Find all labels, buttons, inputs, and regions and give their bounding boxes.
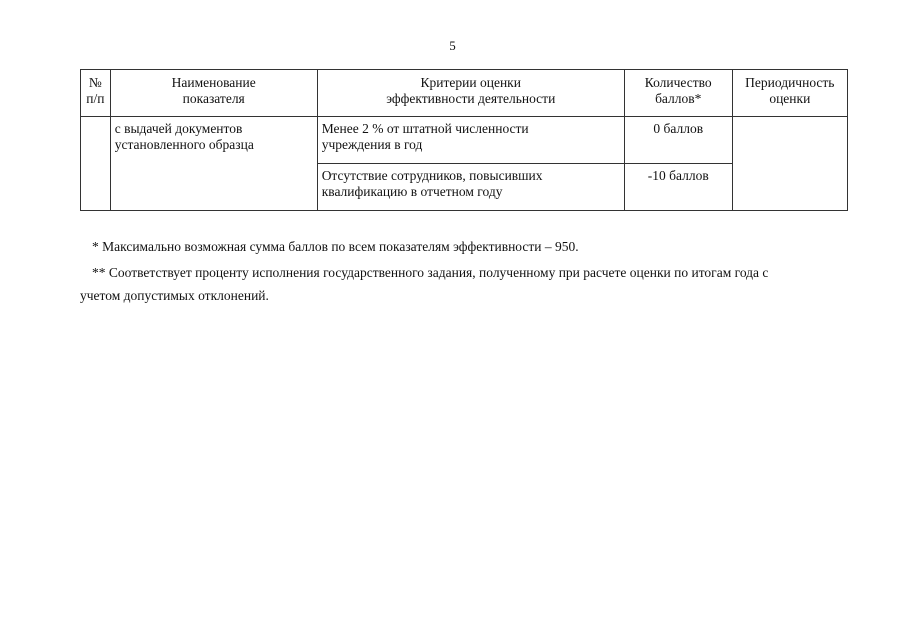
cell-criteria-line2: учреждения в год	[321, 137, 423, 152]
cell-periodicity	[732, 117, 847, 211]
header-number-line2: п/п	[86, 91, 105, 106]
footnote-state-assignment: ** Соответствует проценту исполнения государственного задания, полученному при расчете оценки по итогам года с	[92, 265, 769, 280]
header-points-line2: баллов*	[655, 91, 702, 106]
cell-indicator-name-line1: с выдачей документов	[114, 121, 243, 136]
header-indicator-name-line1: Наименование	[171, 75, 256, 90]
header-periodicity-line2: оценки	[769, 91, 811, 106]
cell-criteria-line2: квалификацию в отчетном году	[321, 184, 503, 199]
cell-criteria-line1: Отсутствие сотрудников, повысивших	[321, 168, 543, 183]
cell-number	[81, 117, 111, 211]
cell-points: -10 баллов	[624, 164, 732, 211]
cell-criteria-line1: Менее 2 % от штатной численности	[321, 121, 529, 136]
footnote-max-score: * Максимально возможная сумма баллов по всем показателям эффективности – 950.	[92, 239, 579, 254]
header-criteria-line1: Критерии оценки	[420, 75, 521, 90]
header-points-line1: Количество	[644, 75, 712, 90]
cell-indicator-name-line2: установленного образца	[114, 137, 254, 152]
cell-indicator-name	[110, 117, 317, 211]
header-criteria	[317, 70, 624, 117]
header-points	[624, 70, 732, 117]
cell-points: 0 баллов	[624, 117, 732, 164]
cell-criteria	[317, 117, 624, 164]
header-number-line1: №	[88, 75, 102, 90]
cell-criteria	[317, 164, 624, 211]
header-periodicity-line1: Периодичность	[745, 75, 835, 90]
header-indicator-name-line2: показателя	[182, 91, 245, 106]
header-indicator-name	[110, 70, 317, 117]
table-header-row	[81, 70, 848, 117]
page-number: 5	[449, 38, 456, 53]
header-criteria-line2: эффективности деятельности	[386, 91, 556, 106]
footnote-state-assignment-continued: учетом допустимых отклонений.	[80, 288, 269, 303]
table-row	[81, 117, 848, 164]
criteria-table	[80, 69, 848, 211]
header-number	[81, 70, 111, 117]
header-periodicity	[732, 70, 847, 117]
